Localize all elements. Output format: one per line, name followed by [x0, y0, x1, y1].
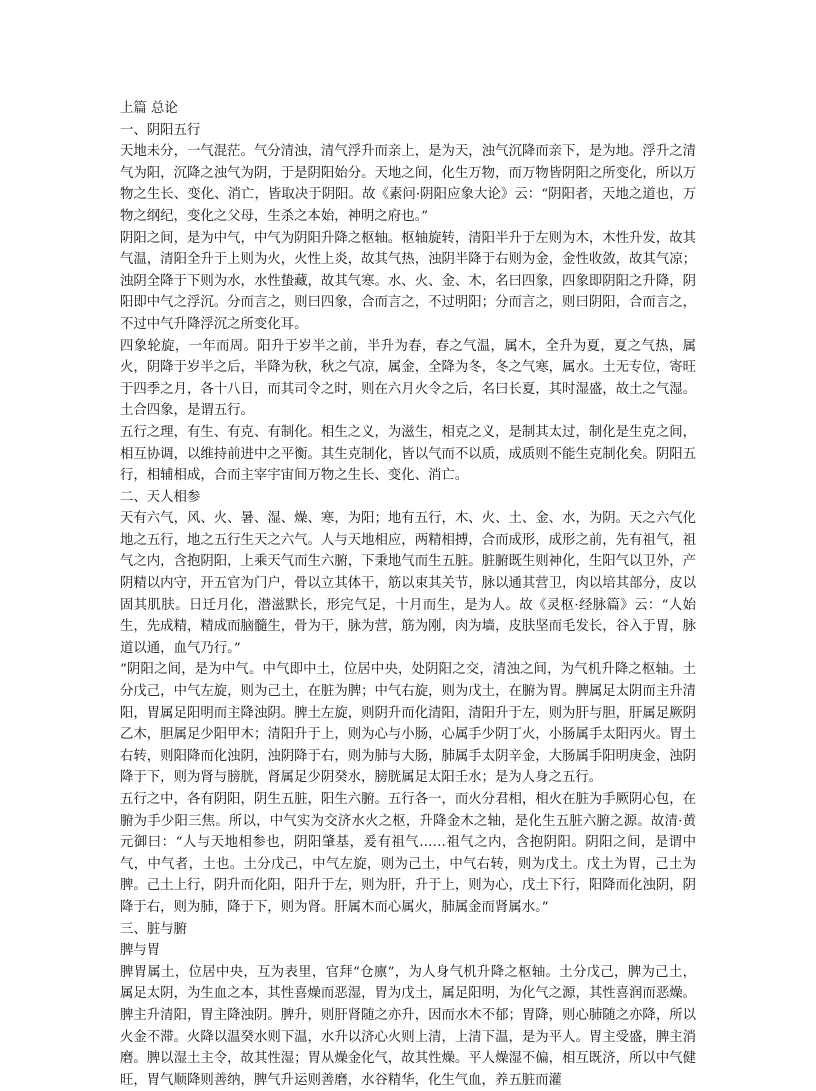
- section-heading-heaven-human: 二、天人相参: [120, 489, 201, 505]
- paragraph: 五行之理，有生、有克、有制化。相生之义，为滋生，相克之义，是制其太过，制化是生克之间，相互协调，以维持前进中之平衡。其生克制化，皆以气而不以质，成质则不能生克制化矣。阴阳五行，相辅相成，合而主宰宇宙间万物之生长、变化、消亡。: [120, 424, 696, 484]
- document-title: 上篇 总论: [120, 101, 178, 116]
- subsection-heading-spleen-stomach: 脾与胃: [120, 943, 161, 959]
- paragraph: 阴阳之间，是为中气，中气为阴阳升降之枢轴。枢轴旋转，清阳半升于左则为木，木性升发，故其气温，清阳全升于上则为火，火性上炎，故其气热，浊阴半降于右则为金，金性收敛，故其气凉；浊阴全降于下则为水，水性蛰藏，故其气寒。水、火、金、木，名曰四象，四象即阴阳之升降，阴阳即中气之浮沉。分而言之，则曰四象，合而言之，不过明阳；分而言之，则曰阴阳，合而言之，不过中气升降浮沉之所变化耳。: [120, 230, 696, 332]
- paragraph: 五行之中，各有阴阳，阴生五脏，阳生六腑。五行各一，而火分君相，相火在脏为手厥阴心包，在腑为手少阳三焦。所以，中气实为交济水火之枢，升降金木之轴，是化生五脏六腑之源。故清·黄元御曰：“人与天地相参也，阴阳肇基，爰有祖气……祖气之内，含抱阴阳。阴阳之间，是谓中气，中气者，土也。土分戊己，中气左旋，则为己土，中气右转，则为戊土。戊土为胃，己土为脾。己土上行，阴升而化阳，阳升于左，则为肝，升于上，则为心，戊土下行，阳降而化浊阴，阴降于右，则为肺，降于下，则为肾。肝属木而心属火，肺属金而肾属水。”: [120, 792, 696, 915]
- paragraph: 四象轮旋，一年而周。阳升于岁半之前，半升为春，春之气温，属木，全升为夏，夏之气热，属火，阴降于岁半之后，半降为秋，秋之气凉，属金，全降为冬，冬之气寒，属水。土无专位，寄旺于四季之月，各十八日，而其司令之时，则在六月火令之后，名曰长夏，其时湿盛，故土之气湿。土合四象，是谓五行。: [120, 338, 696, 419]
- paragraph: 天地未分，一气混茫。气分清浊，清气浮升而亲上，是为天，浊气沉降而亲下，是为地。浮升之清气为阳，沉降之浊气为阴，于是阴阳始分。天地之间，化生万物，而万物皆阴阳之所变化，所以万物之生长、变化、消亡，皆取决于阴阳。故《素问·阴阳应象大论》云：“阴阳者，天地之道也，万物之纲纪，变化之父母，生杀之本始，神明之府也。”: [120, 144, 696, 224]
- paragraph: “阴阳之间，是为中气。中气即中土，位居中央，处阴阳之交，清浊之间，为气机升降之枢轴。土分戊己，中气左旋，则为己土，在脏为脾；中气右旋，则为戊土，在腑为胃。脾属足太阴而主升清阳，胃属足阳明而主降浊阴。脾土左旋，则阴升而化清阳，清阳升于左，则为肝与胆，肝属足厥阴乙木，胆属足少阳甲木；清阳升于上，则为心与小肠，心属手少阴丁火，小肠属手太阳丙火。胃土右转，则阳降而化浊阴，浊阴降于右，则为肺与大肠，肺属手太阴辛金，大肠属手阳明庚金，浊阴降于下，则为肾与膀胱，肾属足少阴癸水，膀胱属足太阳壬水；是为人身之五行。: [120, 662, 696, 786]
- paragraph: 脾胃属土，位居中央，互为表里，官拜“仓廪”，为人身气机升降之枢轴。土分戊己，脾为己土，属足太阴，为生血之本，其性喜燥而恶湿，胃为戊土，属足阳明，为化气之源，其性喜润而恶燥。脾主升清阳，胃主降浊阴。脾升，则肝肾随之亦升，因而水木不郁；胃降，则心肺随之亦降，所以火金不滞。火降以温癸水则下温，水升以济心火则上清，上清下温，是为平人。胃主受盛，脾主消磨。脾以湿土主令，故其性湿；胃从燥金化气，故其性燥。平人燥湿不偏，相互既济，所以中气健旺，胃气顺降则善纳，脾气升运则善磨，水谷精华，化生气血，养五脏而灌: [120, 964, 696, 1088]
- section-heading-organs: 三、脏与腑: [120, 921, 187, 937]
- paragraph: 天有六气，风、火、暑、湿、燥、寒，为阳；地有五行，木、火、土、金、水，为阴。天之六气化地之五行，地之五行生天之六气。人与天地相应，两精相搏，合而成形，成形之前，先有祖气，祖气之内，含抱阴阳，上乘天气而生六腑，下秉地气而生五脏。脏腑既生则神化，生阳气以卫外，产阴精以内守，开五官为门户，骨以立其体干，筋以束其关节，脉以通其营卫，肉以培其部分，皮以固其肌肤。日迁月化，潜滋默长，形完气足，十月而生，是为人。故《灵枢·经脉篇》云：“人始生，先成精，精成而脑髓生，骨为干，脉为营，筋为刚，肉为墙，皮肤坚而毛发长，谷入于胃，脉道以通，血气乃行。”: [120, 511, 696, 656]
- document-page: [120, 98, 696, 1091]
- section-heading-yin-yang: 一、阴阳五行: [120, 122, 201, 138]
